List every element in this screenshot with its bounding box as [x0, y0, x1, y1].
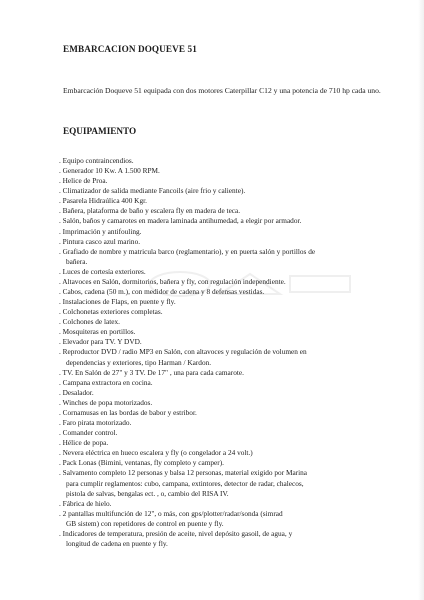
document-title: EMBARCACION DOQUEVE 51	[63, 44, 197, 54]
equipment-item: . Generador 10 Kw. A 1.500 RPM.	[59, 166, 160, 176]
equipment-item-continuation: pistola de salvas, bengalas ect. , o, cambio del RISA IV.	[66, 488, 229, 498]
equipment-item: . Altavoces en Salón, dormitorios, bañera y fly, con regulación independiente.	[59, 276, 286, 286]
equipment-item: . Campana extractora en cocina.	[59, 377, 153, 387]
watermark-shape	[140, 266, 360, 302]
equipment-item: . Hélice de popa.	[59, 438, 109, 448]
equipment-item: . Climatizador de salida mediante Fancoils (aire frio y caliente).	[59, 186, 246, 196]
equipment-item: . Reproductor DVD / radio MP3 en Salón, con altavoces y regulación de volumen en	[59, 347, 307, 357]
equipment-item: . Colchonetas exteriores completas.	[59, 307, 163, 317]
equipment-item: . Instalaciones de Flaps, en puente y fly.	[59, 297, 176, 307]
equipment-item: . Mosquiteras en portillos.	[59, 327, 136, 337]
equipment-item: . Bañera, plataforma de baño y escalera fly en madera de teca.	[59, 206, 241, 216]
equipment-item-continuation: para cumplir reglamentos: cubo, campana, extintores, detector de radar, chalecos,	[66, 478, 304, 488]
equipment-item: . Indicadores de temperatura, presión de aceite, nivel depósito gasoil, de agua, y	[59, 528, 293, 538]
equipment-item: . Grafiado de nombre y matricula barco (reglamentario), y en puerta salón y portillos de	[59, 246, 316, 256]
equipment-item: . Pack Lonas (Bimini, ventanas, fly completo y camper).	[59, 458, 224, 468]
intro-paragraph: Embarcación Doqueve 51 equipada con dos motores Caterpillar C12 y una potencia de 710 hp cada uno.	[63, 86, 381, 95]
equipment-item: . Imprimación y antifouling.	[59, 226, 142, 236]
equipment-item: . Faro pirata motorizado.	[59, 418, 132, 428]
equipment-item: . Nevera eléctrica en hueco escalera y fly (o congelador a 24 volt.)	[59, 448, 253, 458]
equipment-item: . Fábrica de hielo.	[59, 498, 112, 508]
equipment-item: . Elevador para TV. Y DVD.	[59, 337, 142, 347]
equipment-item: . Equipo contraincendios.	[59, 156, 134, 165]
equipment-item: . Salvamento completo 12 personas y balsa 12 personas, material exigido por Marina	[59, 468, 308, 478]
equipment-item: . Colchones de latex.	[59, 317, 120, 327]
equipment-item-continuation: GB sistem) con repetidores de control en puente y fly.	[66, 518, 224, 528]
section-heading: EQUIPAMIENTO	[63, 126, 137, 136]
equipment-item-continuation: bañera.	[66, 256, 88, 266]
equipment-item: . Cabos, cadena (50 m.), con medidor de cadena y 8 defensas vestidas.	[59, 287, 265, 297]
equipment-list	[59, 156, 404, 549]
page-edge	[418, 0, 424, 600]
equipment-item: . Salón, baños y camarotes en madera laminada antihumedad, a elegir por armador.	[59, 216, 302, 226]
equipment-item: . Pasarela Hidraúlica 400 Kgr.	[59, 196, 147, 206]
equipment-item: . Luces de cortesía exteriores.	[59, 266, 146, 276]
equipment-item: . TV. En Salón de 27" y 3 TV. De 17" , una para cada camarote.	[59, 367, 244, 377]
equipment-item: . Pintura casco azul marino.	[59, 236, 141, 246]
equipment-item-continuation: dependencias y exteriores, tipo Harman / Kardon.	[66, 357, 212, 367]
equipment-item: . Comander control.	[59, 428, 118, 438]
equipment-item: . Winches de popa motorizados.	[59, 397, 153, 407]
equipment-item: . 2 pantallas multifunción de 12", o más, con gps/plotter/radar/sonda (simrad	[59, 508, 283, 518]
equipment-item-continuation: longitud de cadena en puente y fly.	[66, 538, 168, 548]
equipment-item: . Cornamusas en las bordas de babor y estribor.	[59, 407, 197, 417]
equipment-item: . Helice de Proa.	[59, 176, 108, 186]
equipment-item: . Desalador.	[59, 387, 94, 397]
watermark-logo	[140, 266, 360, 302]
